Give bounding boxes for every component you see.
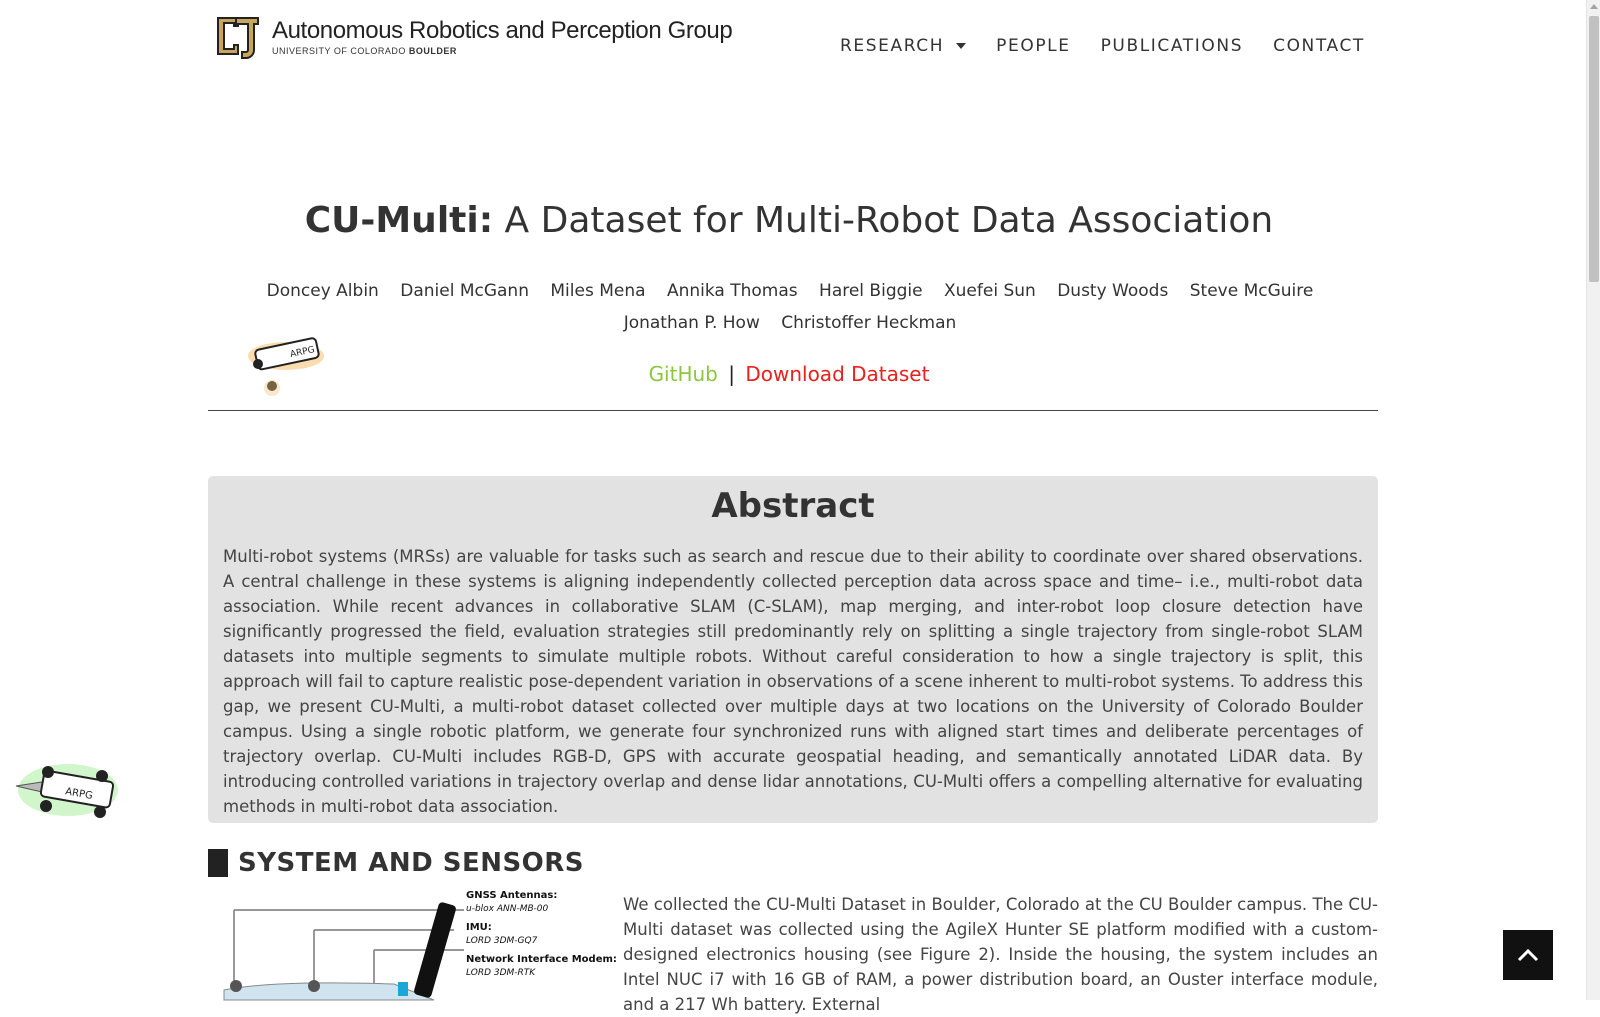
author-name: Jonathan P. How [623, 313, 760, 333]
sensor-diagram-figure [214, 890, 617, 1000]
logo-subtitle: UNIVERSITY OF COLORADO BOULDER [272, 46, 457, 56]
page-title: CU-Multi: A Dataset for Multi-Robot Data Association [304, 200, 1274, 241]
robot-sprite-icon [12, 756, 120, 822]
author-name: Xuefei Sun [944, 281, 1036, 301]
project-links [204, 362, 1374, 386]
section-title: SYSTEM AND SENSORS [238, 848, 585, 878]
cu-logo-icon [214, 12, 264, 62]
abstract-text: Multi-robot systems (MRSs) are valuable for tasks such as search and rescue due to their ability to coordinate over shared observations. A central challenge in these systems is aligning independently collected perception data across space and time– i.e., multi-robot data association. While recent advances in collaborative SLAM (C-SLAM), map merging, and inter-robot loop closure detection have significantly progressed the field, evaluation strategies still predominantly rely on splitting a single trajectory from single-robot SLAM datasets into multiple segments to simulate multiple robots. Without careful consideration to how a single trajectory is split, this approach will fail to capture realistic pose-dependent variation in observations of a scene inherent to multi-robot systems. To address this gap, we present CU-Multi, a multi-robot dataset collected over multiple days at two locations on the University of Colorado Boulder campus. Using a single robotic platform, we generate four synchronized runs with aligned start times and deliberate percentages of trajectory overlap. CU-Multi includes RGB-D, GPS with accurate geospatial heading, and semantically annotated LiDAR data. By introducing controlled variations in trajectory overlap and dense lidar annotations, CU-Multi offers a compelling alternative for evaluating methods in multi-robot data association. [223, 547, 1363, 816]
author-name: Christoffer Heckman [781, 313, 957, 333]
author-name: Miles Mena [550, 281, 646, 301]
nav-contact[interactable]: CONTACT [1273, 36, 1365, 56]
title-divider [208, 410, 1378, 411]
system-description-text: We collected the CU-Multi Dataset in Boulder, Colorado at the CU Boulder campus. The CU-Multi dataset was collected using the AgileX Hunter SE platform modified with a custom-designed electronics housing (see Figure 2). Inside the housing, the system includes an Intel NUC i7 with 16 GB of RAM, a power distribution board, an Ouster interface module, and a 217 Wh battery. External [623, 895, 1378, 1014]
figure-value-imu: LORD 3DM-GQ7 [466, 936, 538, 946]
author-name: Steve McGuire [1189, 281, 1314, 301]
logo-title: Autonomous Robotics and Perception Group [272, 17, 733, 44]
chevron-up-icon [1517, 948, 1539, 962]
author-name: Dusty Woods [1057, 281, 1169, 301]
section-heading-system [208, 848, 584, 878]
figure-label-gnss: GNSS Antennas: [466, 890, 558, 901]
site-logo[interactable] [214, 12, 732, 62]
author-name: Harel Biggie [819, 281, 923, 301]
abstract-heading: Abstract [711, 486, 875, 526]
nav-people[interactable]: PEOPLE [996, 36, 1071, 56]
section-marker [208, 849, 228, 877]
author-list [250, 275, 1330, 339]
author-name: Daniel McGann [400, 281, 529, 301]
nav-research[interactable]: RESEARCH [840, 36, 966, 56]
author-name: Annika Thomas [666, 281, 798, 301]
figure-value-gnss: u-blox ANN-MB-00 [466, 904, 549, 914]
robot-sprite-label: ARPG [64, 786, 94, 802]
link-separator: | [728, 362, 735, 386]
caret-down-icon [956, 43, 966, 49]
main-nav [840, 36, 1395, 56]
figure-label-imu: IMU: [466, 922, 492, 933]
download-dataset-link[interactable]: Download Dataset [745, 362, 930, 386]
figure-label-modem: Network Interface Modem: [466, 954, 617, 965]
figure-value-modem: LORD 3DM-RTK [466, 968, 536, 978]
page-scrollbar[interactable] [1586, 0, 1600, 1000]
scroll-thumb[interactable] [1589, 16, 1599, 282]
nav-publications[interactable]: PUBLICATIONS [1100, 36, 1244, 56]
site-header [0, 0, 1586, 80]
scroll-up-arrow-icon[interactable] [1590, 4, 1598, 9]
github-link[interactable]: GitHub [648, 362, 718, 386]
back-to-top-button[interactable] [1503, 930, 1553, 980]
author-name: Doncey Albin [266, 281, 379, 301]
abstract-section [208, 476, 1378, 823]
robot-sprite-label: ARPG [289, 345, 316, 361]
